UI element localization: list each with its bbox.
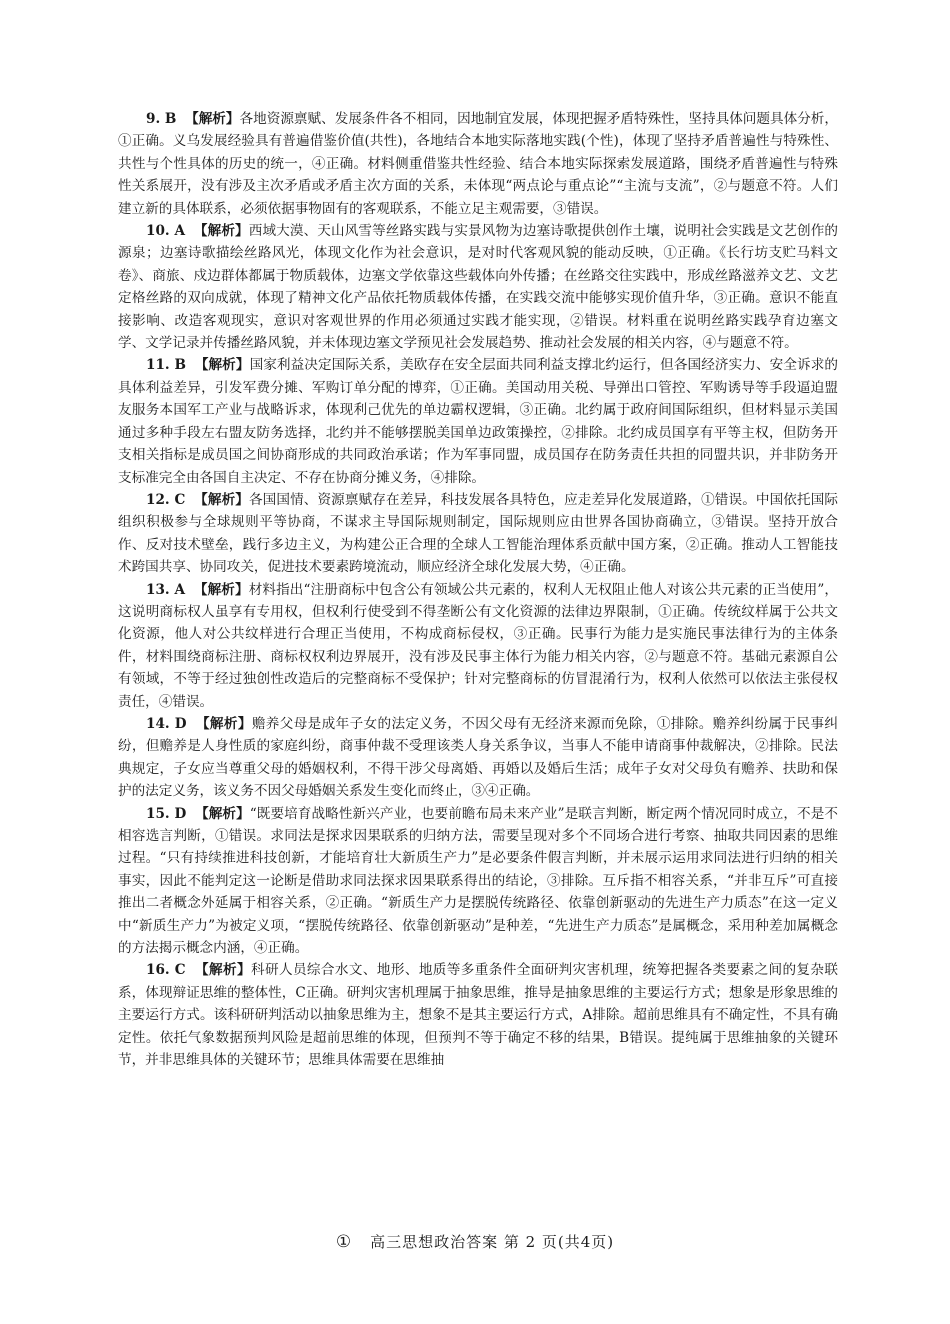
answer-number: 9. B [146,111,177,127]
answer-text: 赡养父母是成年子女的法定义务，不因父母有无经济来源而免除，①排除。赡养纠纷属于民事纠纷，但赡养是人身性质的家庭纠纷，商事仲裁不受理该类人身关系争议，当事人不能申请商事仲裁解决，②排除。民法典规定，子女应当尊重父母的婚姻权利，不得干涉父母离婚、再婚以及婚后生活；成年子女对父母负有赡养、扶助和保护的法定义务，该义务不因父母婚姻关系发生变化而终止，③④正确。 [118,715,839,800]
analysis-tag: 【解析】 [193,581,249,598]
answer-number: 11. B [146,357,186,374]
answer-number: 12. C [146,491,186,508]
answer-text: 材料指出“注册商标中包含公有领域公共元素的，权利人无权阻止他人对该公共元素的正当使用”，这说明商标权人虽享有专用权，但权利行使受到不得垄断公有文化资源的法律边界限制，①正确。传统纹样属于公共文化资源，他人对公共纹样进行合理正当使用，不构成商标侵权，③正确。民事行为能力是实施民事法律行为的主体条件，材料围绕商标注册、商标权权利边界展开，没有涉及民事主体行为能力相关内容，②与题意不符。基础元素源自公有领域，不等于经过独创性改造后的完整商标不受保护；针对完整商标的仿冒混淆行为，权利人依然可以依法主张侵权责任，④错误。 [118,581,838,710]
answer-item-15 [118,803,838,960]
analysis-tag: 【解析】 [195,805,250,822]
page-footer [0,1231,950,1252]
answer-text: 各国国情、资源禀赋存在差异，科技发展各具特色，应走差异化发展道路，①错误。中国依托国际组织积极参与全球规则平等协商，不谋求主导国际规则制定，国际规则应由世界各国协商确立，③错误。坚持开放合作、反对技术壁垒，践行多边主义，为构建公正合理的全球人工智能治理体系贡献中国方案，②正确。推动人工智能技术跨国共享、协同攻关，促进技术要素跨境流动，顺应经济全球化发展大势，④正确。 [118,491,838,576]
analysis-tag: 【解析】 [195,962,251,979]
answer-text: 科研人员综合水文、地形、地质等多重条件全面研判灾害机理，统筹把握各类要素之间的复杂联系，体现辩证思维的整体性，C正确。研判灾害机理属于抽象思维，推导是抽象思维的主要运行方式；想象是形象思维的主要运行方式。该科研研判活动以抽象思维为主，想象不是其主要运行方式，A排除。超前思维具有不确定性，不具有确定性。依托气象数据预判风险是超前思维的体现，但预判不等于确定不移的结果，B错误。提纯属于思维抽象的关键环节，并非思维具体的关键环节；思维具体需要在思维抽 [118,962,839,1069]
analysis-tag: 【解析】 [194,357,250,374]
answer-body [118,108,838,1071]
answer-number: 16. C [146,962,186,979]
answer-number: 10. A [146,223,186,240]
analysis-tag: 【解析】 [194,491,249,508]
answer-text: 西域大漠、天山风雪等丝路实践与实景风物为边塞诗歌提供创作土壤，说明社会实践是文艺创作的源泉；边塞诗歌描绘丝路风光，体现文化作为社会意识，是对时代客观风貌的能动反映，①正确。《长行坊支贮马料文卷》、商旅、戍边群体都属于物质载体，边塞文学依靠这些载体向外传播；在丝路交往实践中，形成丝路滋养文艺、文艺定格丝路的双向成就，体现了精神文化产品依托物质载体传播，在实践交流中能够实现价值升华，③正确。意识不能直接影响、改造客观现实，意识对客观世界的作用必须通过实践才能实现，②错误。材料重在说明丝路实践孕育边塞文学、文学记录并传播丝路风貌，并未体现边塞文学预见社会发展趋势、推动社会发展的相关内容，④与题意不符。 [118,223,838,352]
analysis-tag: 【解析】 [185,111,240,127]
answer-item-13 [118,579,838,713]
answer-item-10 [118,220,838,354]
answer-text: 国家利益决定国际关系，美欧存在安全层面共同利益支撑北约运行，但各国经济实力、安全诉求的具体利益差异，引发军费分摊、军购订单分配的博弈，①正确。美国动用关税、导弹出口管控、军购诱导等手段逼迫盟友服务本国军工产业与战略诉求，体现利己优先的单边霸权逻辑，③正确。北约属于政府间国际组织，但材料显示美国通过多种手段左右盟友防务选择，北约并不能够摆脱美国单边政策操控，②排除。北约成员国享有平等主权，但防务开支相关指标是成员国之间协商形成的共同政治承诺；作为军事同盟，成员国存在防务责任共担的同盟共识，并非防务开支标准完全由各国自主决定、不存在协商分摊义务，④排除。 [118,357,839,486]
answer-item-11 [118,354,838,488]
answer-item-9 [118,108,838,220]
answer-item-16 [118,959,838,1071]
answer-item-12 [118,489,838,579]
answer-number: 15. D [146,805,187,822]
analysis-tag: 【解析】 [195,715,252,732]
analysis-tag: 【解析】 [193,223,249,240]
answer-text: 各地资源禀赋、发展条件各不相同，因地制宜发展，体现把握矛盾特殊性，坚持具体问题具体分析，①正确。义乌发展经验具有普遍借鉴价值(共性)，各地结合本地实际落地实践(个性)，体现了坚持矛盾普遍性与特殊性、共性与个性具体的历史的统一，④正确。材料侧重借鉴共性经验、结合本地实际探索发展道路，围绕矛盾普遍性与特殊性关系展开，没有涉及主次矛盾或矛盾主次方面的关系，未体现“两点论与重点论”“主流与支流”，②与题意不符。人们建立新的具体联系，必须依据事物固有的客观联系，不能立足主观需要，③错误。 [118,111,839,217]
footer-text: 高三思想政治答案 第 2 页(共4页) [370,1233,615,1251]
answer-number: 13. A [146,581,186,598]
answer-text: “既要培育战略性新兴产业，也要前瞻布局未来产业”是联言判断，断定两个情况同时成立，不是不相容选言判断，①错误。求同法是探求因果联系的归纳方法，需要呈现对多个不同场合进行考察、抽取共同因素的思维过程。“只有持续推进科技创新，才能培育壮大新质生产力”是必要条件假言判断，并未展示运用求同法进行归纳的相关事实，因此不能判定这一论断是借助求同法探求因果联系得出的结论，③排除。互斥指不相容关系，“并非互斥”可直接推出二者概念外延属于相容关系，②正确。“新质生产力是摆脱传统路径、依靠创新驱动的先进生产力质态”在这一定义中“新质生产力”为被定义项，“摆脱传统路径、依靠创新驱动”是种差，“先进生产力质态”是属概念，采用种差加属概念的方法揭示概念内涵，④正确。 [118,805,838,957]
answer-item-14 [118,713,838,803]
answer-number: 14. D [146,715,187,732]
footer-mark: ① [335,1232,353,1252]
